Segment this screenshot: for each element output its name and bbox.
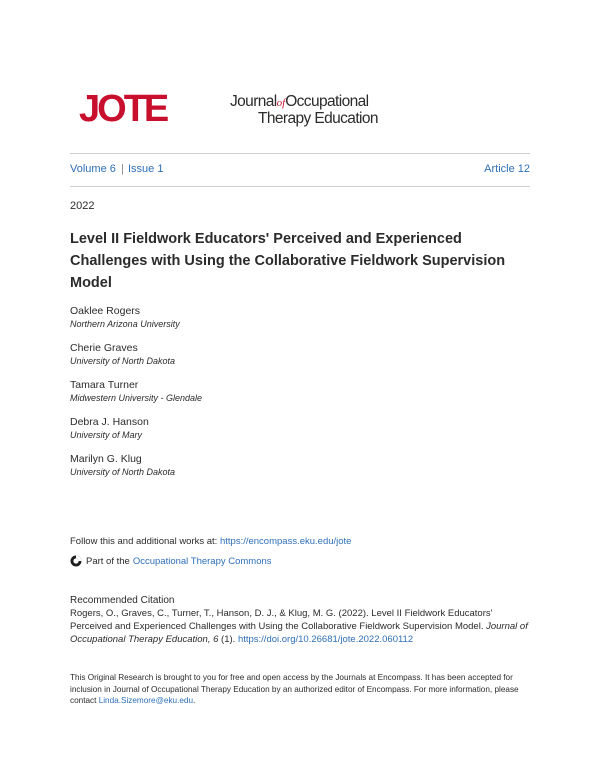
divider-bottom xyxy=(70,186,530,187)
jote-logo: JOTE xyxy=(79,88,167,130)
part-of-text: Part of the xyxy=(86,555,130,567)
journal-name-of: of xyxy=(276,97,286,109)
citation-issue: (1). xyxy=(218,634,238,645)
author-entry xyxy=(70,379,370,405)
contact-email-link[interactable]: Linda.Sizemore@eku.edu xyxy=(98,696,194,705)
issue-bar xyxy=(70,163,530,177)
author-affiliation: Midwestern University - Glendale xyxy=(70,393,203,403)
repository-link[interactable]: https://encompass.eku.edu/jote xyxy=(219,536,352,547)
journal-name xyxy=(230,94,378,127)
publication-year: 2022 xyxy=(70,200,95,212)
commons-link[interactable]: Occupational Therapy Commons xyxy=(132,555,272,567)
issue-separator: | xyxy=(121,163,124,175)
notice-text: This Original Research is brought to you for free and open access by the Journals at Encompass. It has been accepted for inclusion in Journal of Occupational Therapy Education by an authorized editor of Encompass. For more information, please contact xyxy=(70,673,519,705)
citation-body xyxy=(70,607,532,646)
article-link[interactable]: Article 12 xyxy=(484,163,530,175)
author-name: Debra J. Hanson xyxy=(70,416,149,428)
journal-name-part1: Journal xyxy=(230,93,277,110)
author-entry xyxy=(70,342,370,368)
citation-heading: Recommended Citation xyxy=(70,595,175,606)
author-name: Tamara Turner xyxy=(70,379,139,391)
author-affiliation: University of North Dakota xyxy=(70,467,176,477)
journal-name-part2: Occupational xyxy=(285,93,369,110)
citation-text: Rogers, O., Graves, C., Turner, T., Hanson, D. J., & Klug, M. G. (2022). Level II Fieldwork Educators' Perceived and Experienced Challenges with Using the Collaborative Fieldwork Supervision Model. xyxy=(70,608,493,632)
author-affiliation: University of North Dakota xyxy=(70,356,176,366)
citation-journal: Journal of Occupational Therapy Education, 6 xyxy=(70,621,528,645)
author-entry xyxy=(70,453,370,479)
author-entry xyxy=(70,305,370,331)
volume-link[interactable]: Volume 6 xyxy=(70,163,116,175)
access-notice xyxy=(70,672,532,707)
follow-line xyxy=(70,536,351,547)
author-name: Oaklee Rogers xyxy=(70,305,141,317)
doi-link[interactable]: https://doi.org/10.26681/jote.2022.060112 xyxy=(237,634,414,645)
article-title: Level II Fieldwork Educators' Perceived and Experienced Challenges with Using the Collaborative Fieldwork Supervision Model xyxy=(70,231,506,291)
author-affiliation: University of Mary xyxy=(70,430,143,440)
bepress-commons-icon xyxy=(70,555,82,567)
divider-top xyxy=(70,153,530,154)
part-of-line xyxy=(70,555,272,567)
author-name: Marilyn G. Klug xyxy=(70,453,142,465)
author-entry xyxy=(70,416,370,442)
follow-text: Follow this and additional works at: xyxy=(70,536,220,547)
issue-link[interactable]: Issue 1 xyxy=(128,163,164,175)
author-name: Cherie Graves xyxy=(70,342,138,354)
journal-name-line2: Therapy Education xyxy=(258,110,378,127)
author-affiliation: Northern Arizona University xyxy=(70,319,180,329)
notice-end: . xyxy=(193,696,196,705)
